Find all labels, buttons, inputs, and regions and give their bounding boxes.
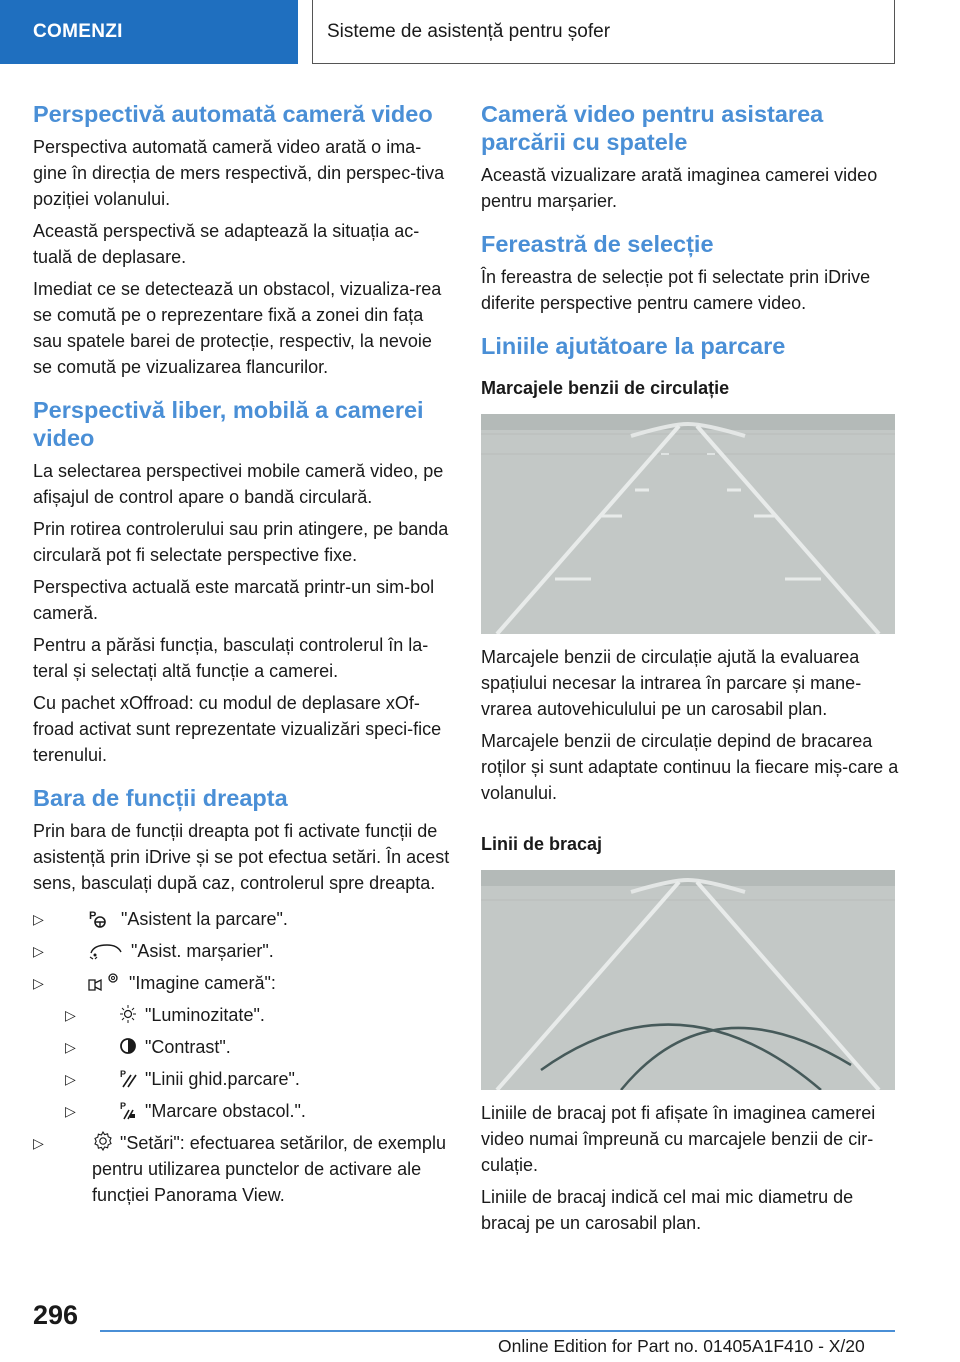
paragraph: Imediat ce se detectează un obstacol, vizualiza-rea se comută pe o reprezentare fixă a zonei din fața sau spatele barei de protecție, respectiv, la nevoie se comută pe vizualizarea flancurilor. xyxy=(33,279,442,377)
svg-text:P: P xyxy=(120,1101,127,1111)
paragraph: Perspectiva automată cameră video arată o ima-gine în direcția de mers respectivă, din perspec-tiva poziției volanului. xyxy=(33,137,445,209)
bullet-triangle-icon: ▷ xyxy=(33,911,44,927)
list-item-label: "Linii ghid.parcare". xyxy=(145,1069,300,1089)
list-item-label: "Asistent la parcare". xyxy=(121,909,288,929)
right-column xyxy=(481,100,899,1236)
bullet-triangle-icon: ▷ xyxy=(33,975,44,991)
footer-rule xyxy=(100,1330,895,1332)
heading-auto-perspective: Perspectivă automată cameră video xyxy=(33,101,433,127)
paragraph: Cu pachet xOffroad: cu modul de deplasare xOf-froad activat sunt reprezentate vizualizări speci-fice terenului. xyxy=(33,693,442,765)
heading-free-perspective: Perspectivă liber, mobilă a camerei video xyxy=(33,397,424,451)
list-item-label: "Marcare obstacol.". xyxy=(145,1101,306,1121)
bullet-triangle-icon: ▷ xyxy=(65,1071,76,1087)
bullet-triangle-icon: ▷ xyxy=(65,1103,76,1119)
paragraph: Această vizualizare arată imaginea camerei video pentru marșarier. xyxy=(481,165,878,211)
parking-assistant-icon xyxy=(87,908,113,928)
list-item xyxy=(33,1066,451,1092)
settings-gear-icon xyxy=(92,1130,114,1150)
lane-markings-image xyxy=(481,414,895,634)
list-item xyxy=(33,1002,451,1028)
list-item xyxy=(33,970,451,996)
subheading-turning-lines: Linii de bracaj xyxy=(481,834,603,854)
list-item-label: "Luminozitate". xyxy=(145,1005,265,1025)
paragraph: Liniile de bracaj pot fi afișate în imaginea camerei video numai împreună cu marcajele benzii de cir-culație. xyxy=(481,1103,876,1175)
obstacle-marking-icon xyxy=(119,1100,137,1120)
footer-edition: Online Edition for Part no. 01405A1F410 - X/20 xyxy=(498,1336,865,1356)
paragraph: Prin rotirea controlerului sau prin atingere, pe banda circulară pot fi selectate perspective fixe. xyxy=(33,519,449,565)
contrast-icon xyxy=(119,1036,137,1056)
paragraph: Această perspectivă se adaptează la situația ac-tuală de deplasare. xyxy=(33,221,420,267)
heading-function-bar: Bara de funcții dreapta xyxy=(33,785,288,811)
paragraph: Marcajele benzii de circulație depind de bracarea roților și sunt adaptate continuu la fiecare miș-care a volanului. xyxy=(481,731,899,803)
page-number: 296 xyxy=(33,1300,79,1330)
reversing-assistant-icon xyxy=(87,940,123,960)
parking-guide-lines-icon xyxy=(119,1068,137,1088)
list-item-label: "Contrast". xyxy=(145,1037,231,1057)
section-tab: COMENZI xyxy=(0,0,298,64)
heading-parking-lines: Liniile ajutătoare la parcare xyxy=(481,333,786,359)
left-column xyxy=(33,100,451,1214)
list-item xyxy=(33,1098,451,1124)
heading-selection-window: Fereastră de selecție xyxy=(481,231,714,257)
camera-settings-icon xyxy=(87,970,121,990)
chapter-title: Sisteme de asistență pentru șofer xyxy=(312,0,895,64)
function-list xyxy=(33,906,451,1208)
list-item xyxy=(33,906,451,932)
bullet-triangle-icon: ▷ xyxy=(65,1007,76,1023)
paragraph: Prin bara de funcții dreapta pot fi activate funcții de asistență prin iDrive și se pot efectua setări. În acest sens, basculați după caz, controlerul spre dreapta. xyxy=(33,821,450,893)
heading-rear-camera: Cameră video pentru asistarea parcării cu spatele xyxy=(481,101,824,155)
paragraph: Perspectiva actuală este marcată printr-un sim-bol cameră. xyxy=(33,577,435,623)
subheading-lane-markings: Marcajele benzii de circulație xyxy=(481,378,730,398)
paragraph: Marcajele benzii de circulație ajută la evaluarea spațiului necesar la intrarea în parcare și mane-vrarea autovehiculului pe un carosabil plan. xyxy=(481,647,862,719)
brightness-icon xyxy=(119,1004,137,1024)
paragraph: Pentru a părăsi funcția, basculați controlerul în la-teral și selectați altă funcție a camerei. xyxy=(33,635,429,681)
list-item-label: "Setări": efectuarea setărilor, de exemplu pentru utilizarea punctelor de activare ale funcției Panorama View. xyxy=(92,1133,446,1205)
paragraph: În fereastra de selecție pot fi selectate prin iDrive diferite perspective pentru camere video. xyxy=(481,267,871,313)
list-item xyxy=(33,938,451,964)
svg-text:P: P xyxy=(89,910,97,922)
list-item-label: "Imagine cameră": xyxy=(129,973,276,993)
list-item-label: "Asist. marșarier". xyxy=(131,941,274,961)
bullet-triangle-icon: ▷ xyxy=(33,943,44,959)
paragraph: Liniile de bracaj indică cel mai mic diametru de bracaj pe un carosabil plan. xyxy=(481,1187,854,1233)
svg-text:P: P xyxy=(120,1069,127,1079)
bullet-triangle-icon: ▷ xyxy=(33,1135,44,1151)
list-item xyxy=(33,1034,451,1060)
turning-lines-image xyxy=(481,870,895,1090)
paragraph: La selectarea perspectivei mobile cameră video, pe afișajul de control apare o bandă circulară. xyxy=(33,461,444,507)
bullet-triangle-icon: ▷ xyxy=(65,1039,76,1055)
list-item xyxy=(33,1130,451,1208)
